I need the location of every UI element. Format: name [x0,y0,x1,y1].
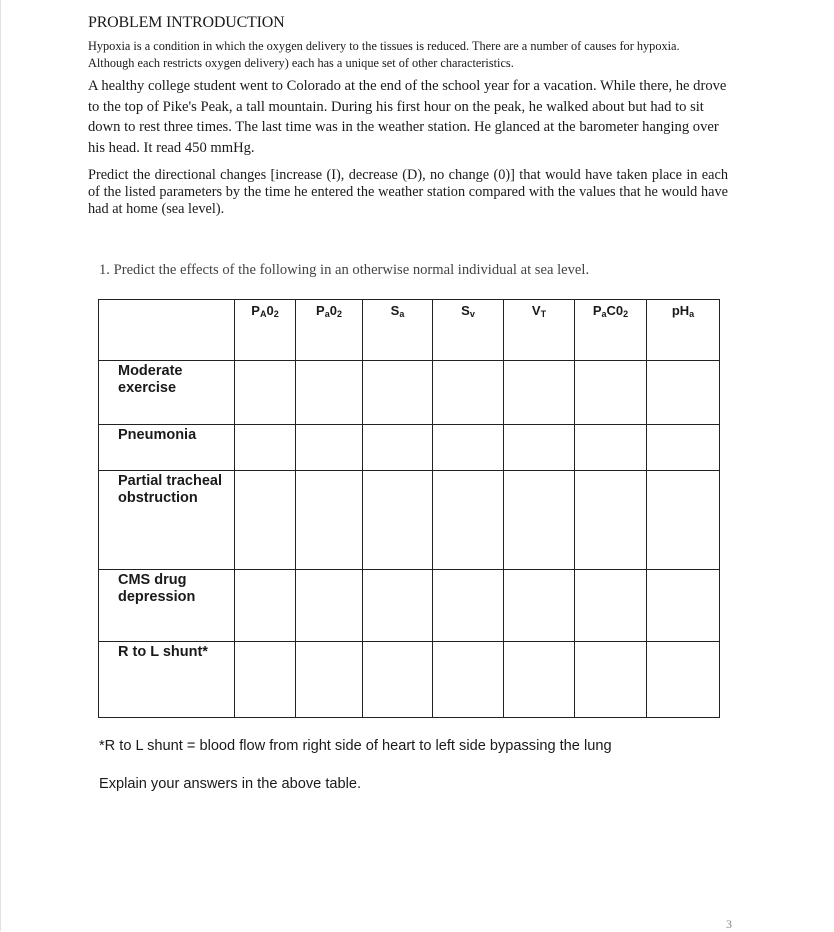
answer-cell[interactable] [433,361,504,425]
shunt-footnote: *R to L shunt = blood flow from right side of heart to left side bypassing the lung [99,738,612,754]
answer-cell[interactable] [647,642,720,718]
answer-cell[interactable] [575,570,647,642]
table-row [99,570,720,642]
answer-cell[interactable] [235,471,296,570]
answer-cell[interactable] [296,361,363,425]
table-row [99,361,720,425]
answer-cell[interactable] [575,642,647,718]
answer-cell[interactable] [363,361,433,425]
answer-cell[interactable] [296,425,363,471]
answer-cell[interactable] [296,570,363,642]
page-title: PROBLEM INTRODUCTION [88,14,285,31]
column-header: $V_T$ [504,300,575,361]
question-1: 1. Predict the effects of the following in an otherwise normal individual at sea level. [99,262,590,278]
answer-cell[interactable] [433,425,504,471]
table-header-row [99,300,720,361]
answer-cell[interactable] [504,570,575,642]
column-header: $S_v$ [433,300,504,361]
answer-cell[interactable] [647,425,720,471]
answer-cell[interactable] [235,361,296,425]
table-row [99,425,720,471]
intro-paragraph: Hypoxia is a condition in which the oxygen delivery to the tissues is reduced. There are a number of causes for hypoxia. Although each restricts oxygen delivery) each has a unique set of other characteristics. [88,39,680,70]
answer-cell[interactable] [504,361,575,425]
header-blank-cell [99,300,235,361]
answer-cell[interactable] [235,570,296,642]
answer-cell[interactable] [296,471,363,570]
column-header: $pH_a$ [647,300,720,361]
answer-cell[interactable] [235,642,296,718]
row-label: Moderate exercise [99,361,235,425]
row-label: R to L shunt* [99,642,235,718]
column-header: $S_a$ [363,300,433,361]
row-label: Pneumonia [99,425,235,471]
answer-cell[interactable] [575,425,647,471]
answer-cell[interactable] [363,425,433,471]
column-header: $P_aC0_2$ [575,300,647,361]
row-label: Partial tracheal obstruction [99,471,235,570]
answer-cell[interactable] [647,361,720,425]
answer-cell[interactable] [504,471,575,570]
answer-cell[interactable] [235,425,296,471]
column-header: $P_A0_2$ [235,300,296,361]
page-number: 3 [726,917,732,931]
answer-cell[interactable] [433,570,504,642]
answer-cell[interactable] [575,471,647,570]
page-edge [0,0,1,931]
answer-cell[interactable] [647,570,720,642]
answer-cell[interactable] [296,642,363,718]
answer-cell[interactable] [363,471,433,570]
table-row [99,642,720,718]
answer-cell[interactable] [433,642,504,718]
prediction-table [98,299,720,718]
answer-cell[interactable] [504,642,575,718]
answer-cell[interactable] [363,570,433,642]
scenario-paragraph: A healthy college student went to Colorado at the end of the school year for a vacation. While there, he drove to the top of Pike's Peak, a tall mountain. During his first hour on the peak, he walked about but had to sit down to rest three times. The last time was in the weather station. He glanced at the barometer hanging over his head. It read 450 mmHg. [88,78,727,156]
answer-cell[interactable] [363,642,433,718]
answer-cell[interactable] [433,471,504,570]
prediction-instructions: Predict the directional changes [increase (I), decrease (D), no change (0)] that would have taken place in each of the listed parameters by the time he entered the weather station compared with the values that he would have had at home (sea level). [88,167,728,217]
answer-cell[interactable] [575,361,647,425]
answer-cell[interactable] [647,471,720,570]
explain-instruction: Explain your answers in the above table. [99,776,362,792]
row-label: CMS drug depression [99,570,235,642]
answer-cell[interactable] [504,425,575,471]
column-header: $P_a0_2$ [296,300,363,361]
table-row [99,471,720,570]
